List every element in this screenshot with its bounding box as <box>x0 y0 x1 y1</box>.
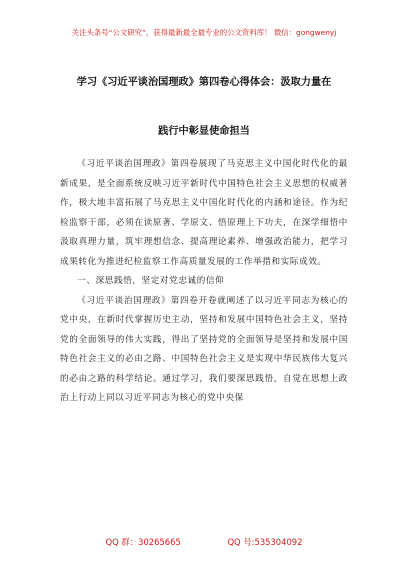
document-body <box>60 155 348 409</box>
footer-qq-group: QQ 群：30265665 <box>105 537 181 547</box>
document-title-line-2: 践行中彰显使命担当 <box>158 126 250 137</box>
footer-qq-number: QQ 号:535304092 <box>227 537 303 547</box>
body-paragraph-2: 《习近平谈治国理政》第四卷开卷就阐述了以习近平同志为核心的党中央，在新时代掌握历史主动，坚持和发展中国特色社会主义，坚持党的全面领导的伟大实践，得出了坚持党的全面领导是坚持和发展中国特色社会主义的必由之路、中国特色社会主义是实现中华民族伟大复兴的必由之路的科学结论。通过学习，我们要深思践悟，自觉在思想上政治上行动上同以习近平同志为核心的党中央保 <box>60 295 348 403</box>
footer-contact <box>0 536 408 548</box>
document-title-line-1: 学习《习近平谈治国理政》第四卷心得体会：汲取力量在 <box>76 77 332 88</box>
header-promo-note: 关注头条号“公文研究”，获得最新最全最专业的公文资料库！ 微信：gongwenyj <box>71 28 337 37</box>
body-paragraph-1: 《习近平谈治国理政》第四卷展现了马克思主义中国化时代化的最新成果，是全面系统反映习近平新时代中国特色社会主义思想的权威著作，极大地丰富拓展了马克思主义中国化时代化的内涵和途径。作为纪检监察干部，必须在读原著、学原文、悟原理上下功夫，在深学细悟中汲取真理力量，筑牢理想信念、提高理论素养、增强政治能力，把学习成果转化为推进纪检监察工作高质量发展的工作举措和实际成效。 <box>60 159 348 267</box>
section-heading-1: 一、深思践悟，坚定对党忠诚的信仰 <box>77 276 225 286</box>
